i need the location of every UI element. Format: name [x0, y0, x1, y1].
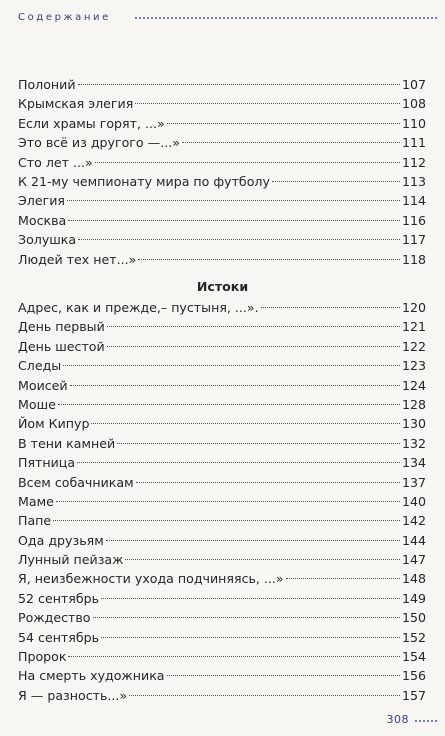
section-heading: Истоки [196, 279, 249, 294]
toc-entry-title: Йом Кипур [18, 416, 90, 432]
toc-entry-page: 121 [401, 319, 426, 335]
toc-entry [18, 589, 426, 608]
toc-leader-dots [78, 84, 400, 85]
toc-entry [18, 191, 426, 210]
toc-entry-page: 137 [401, 474, 426, 490]
toc-entry-title: Людей тех нет...» [18, 251, 137, 267]
toc-entry-title: Это всё из другого —...» [18, 135, 180, 151]
toc-leader-dots [101, 637, 400, 638]
toc-entry-title: Папе [18, 513, 52, 529]
toc-entry-title: Я — разность...» [18, 687, 128, 703]
toc-leader-dots [101, 598, 400, 599]
toc-entry [18, 453, 426, 472]
toc-entry [18, 250, 426, 269]
toc-entry-title: Москва [18, 212, 67, 228]
toc-entry-title: Ода друзьям [18, 532, 104, 548]
toc-leader-dots [135, 103, 400, 104]
toc-entry [18, 666, 426, 685]
toc-entry-page: 124 [401, 377, 426, 393]
toc-entry-title: Моисей [18, 377, 68, 393]
toc-entry-title: Пятница [18, 455, 76, 471]
toc-entry [18, 647, 426, 666]
toc-leader-dots [63, 365, 400, 366]
header-dotted-rule [135, 17, 437, 19]
toc-entry-title: Адрес, как и прежде,– пустыня, ...». [18, 300, 259, 315]
toc-entry-title: День шестой [18, 338, 105, 354]
toc-entry-page: 132 [401, 435, 426, 451]
page-footer [387, 713, 438, 726]
toc-leader-dots [70, 385, 400, 386]
toc-leader-dots [167, 675, 400, 676]
toc-entry [18, 434, 426, 453]
toc-entry-page: 110 [401, 115, 426, 131]
toc-leader-dots [91, 423, 400, 424]
toc-entry-page: 118 [401, 251, 426, 267]
toc-entry-page: 148 [401, 571, 426, 587]
toc-entry [18, 686, 426, 705]
toc-list-second [18, 298, 426, 705]
toc-entry-title: Рождество [18, 610, 91, 626]
toc-leader-dots [167, 123, 400, 124]
toc-entry-title: Полоний [18, 77, 76, 92]
toc-entry [18, 153, 426, 172]
toc-leader-dots [107, 346, 400, 347]
toc-leader-dots [125, 559, 400, 560]
toc-entry-page: 120 [401, 300, 426, 315]
toc-leader-dots [58, 404, 400, 405]
toc-entry-page: 149 [401, 590, 426, 606]
toc-entry-page: 156 [401, 668, 426, 684]
toc-entry-page: 117 [401, 232, 426, 248]
toc-entry [18, 356, 426, 375]
toc-leader-dots [95, 162, 400, 163]
toc-entry-page: 154 [401, 649, 426, 665]
toc-leader-dots [117, 443, 400, 444]
toc-leader-dots [107, 326, 400, 327]
toc-entry [18, 473, 426, 492]
toc-entry-title: Золушка [18, 232, 77, 248]
toc-entry-title: Крымская элегия [18, 96, 134, 112]
header-title: Содержание [18, 11, 111, 23]
toc-entry [18, 414, 426, 433]
toc-entry-page: 113 [401, 173, 426, 189]
toc-entry-page: 122 [401, 338, 426, 354]
toc-entry-page: 130 [401, 416, 426, 432]
toc-leader-dots [261, 307, 400, 308]
page-number: 308 [386, 713, 409, 726]
toc-entry-title: На смерть художника [18, 668, 165, 684]
footer-dotted-rule [415, 720, 437, 722]
toc-entry [18, 230, 426, 249]
toc-entry-page: 147 [401, 552, 426, 568]
toc-entry-title: Сто лет ...» [18, 154, 93, 170]
toc-leader-dots [78, 239, 400, 240]
toc-entry [18, 511, 426, 530]
toc-entry [18, 569, 426, 588]
toc-leader-dots [68, 220, 400, 221]
toc-entry-page: 107 [401, 77, 426, 92]
toc-entry [18, 94, 426, 113]
toc-entry-title: 52 сентябрь [18, 590, 100, 606]
toc-leader-dots [56, 501, 400, 502]
toc-entry-title: 54 сентябрь [18, 629, 100, 645]
toc-leader-dots [138, 259, 400, 260]
toc-entry-title: Всем собачникам [18, 474, 134, 490]
toc-entry [18, 337, 426, 356]
toc-entry-title: Пророк [18, 649, 67, 665]
toc-entry-title: Элегия [18, 193, 65, 209]
toc-entry [18, 395, 426, 414]
toc-leader-dots [136, 482, 400, 483]
toc-leader-dots [53, 520, 400, 521]
toc-entry-title: Моше [18, 396, 56, 412]
toc-entry-title: День первый [18, 319, 105, 335]
toc-entry [18, 298, 426, 317]
toc-entry-title: Следы [18, 358, 62, 374]
toc-entry-page: 111 [401, 135, 426, 151]
toc-leader-dots [286, 578, 400, 579]
toc-leader-dots [67, 200, 400, 201]
toc-entry-page: 157 [401, 687, 426, 703]
toc-leader-dots [77, 462, 400, 463]
toc-entry [18, 317, 426, 336]
toc-leader-dots [68, 656, 399, 657]
toc-leader-dots [272, 181, 400, 182]
toc-entry-title: Я, неизбежности ухода подчиняясь, ...» [18, 571, 284, 587]
toc-entry-page: 152 [401, 629, 426, 645]
toc-entry [18, 211, 426, 230]
toc-entry-title: К 21-му чемпионату мира по футболу [18, 173, 270, 189]
toc-entry [18, 628, 426, 647]
toc-list-first [18, 75, 426, 269]
toc-entry [18, 492, 426, 511]
toc-entry-page: 114 [401, 193, 426, 209]
toc-entry-page: 123 [401, 358, 426, 374]
toc-entry-page: 140 [401, 493, 426, 509]
toc-entry-title: В тени камней [18, 435, 116, 451]
toc-leader-dots [129, 695, 400, 696]
toc-entry [18, 376, 426, 395]
toc-leader-dots [106, 540, 400, 541]
toc-entry [18, 114, 426, 133]
toc-entry-page: 134 [401, 455, 426, 471]
toc-entry-page: 112 [401, 154, 426, 170]
toc-entry [18, 133, 426, 152]
toc-entry-page: 128 [401, 396, 426, 412]
toc-entry-title: Если храмы горят, ...» [18, 115, 165, 131]
toc-entry-page: 108 [401, 96, 426, 112]
toc-entry-title: Лунный пейзаж [18, 552, 124, 568]
toc-entry [18, 75, 426, 94]
toc-entry-title: Маме [18, 493, 54, 509]
toc-entry-page: 142 [401, 513, 426, 529]
toc-entry-page: 144 [401, 532, 426, 548]
toc-entry-page: 116 [401, 212, 426, 228]
toc-entry [18, 550, 426, 569]
toc-entry [18, 531, 426, 550]
toc-entry [18, 608, 426, 627]
running-header [18, 7, 437, 27]
toc-entry [18, 172, 426, 191]
toc-entry-page: 150 [401, 610, 426, 626]
toc-leader-dots [182, 142, 400, 143]
toc-leader-dots [93, 617, 400, 618]
